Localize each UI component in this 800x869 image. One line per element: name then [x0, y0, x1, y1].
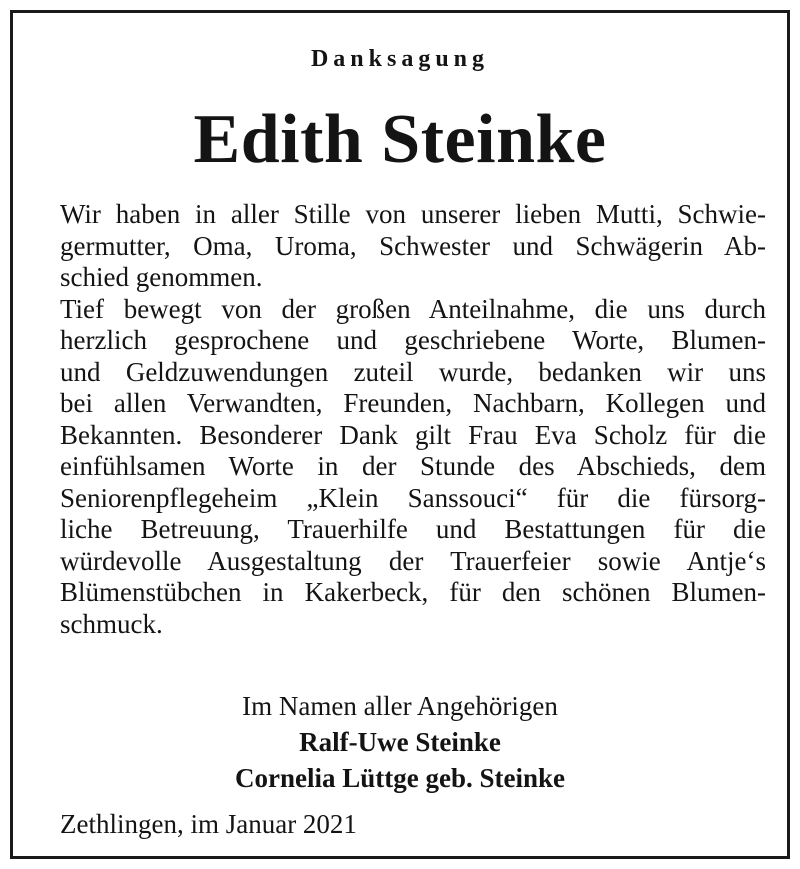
body-line: schied genommen.	[60, 262, 263, 292]
signatory-name: Ralf-Uwe Steinke	[299, 727, 501, 757]
signature-block	[13, 688, 787, 796]
body-line: Bekannten. Besonderer Dank gilt Frau Eva Scholz für die	[60, 419, 766, 450]
body-line: schmuck.	[60, 608, 163, 639]
deceased-name: Edith Steinke	[193, 101, 607, 178]
body-line: Wir haben in aller Stille von unserer lieben Mutti, Schwie-	[60, 199, 766, 229]
body-line: und Geldzuwendungen zuteil wurde, bedanken wir uns	[60, 356, 766, 387]
body-line: Tief bewegt von der großen Anteilnahme, die uns durch	[60, 293, 766, 324]
signature-intro: Im Namen aller Angehörigen	[242, 691, 558, 721]
body-line: einfühlsamen Worte in der Stunde des Abschieds, dem	[60, 451, 766, 481]
body-line: würdevolle Ausgestaltung der Trauerfeier sowie Antje‘s	[60, 545, 766, 576]
body-line: herzlich gesprochene und geschriebene Worte, Blumen-	[60, 325, 766, 355]
body-line: Seniorenpflegeheim „Klein Sanssouci“ für die fürsorg-	[60, 482, 766, 513]
notice-frame	[10, 10, 790, 859]
body-line: germutter, Oma, Uroma, Schwester und Schwägerin Ab-	[60, 230, 766, 261]
body-line: Blümenstübchen in Kakerbeck, für den schönen Blumen-	[60, 577, 766, 607]
notice-body	[60, 199, 766, 640]
notice-heading: Danksagung	[310, 46, 490, 72]
body-line: bei allen Verwandten, Freunden, Nachbarn, Kollegen und	[60, 388, 766, 418]
place-date: Zethlingen, im Januar 2021	[60, 809, 357, 839]
body-line: liche Betreuung, Trauerhilfe und Bestattungen für die	[60, 514, 766, 544]
signatory-name: Cornelia Lüttge geb. Steinke	[235, 763, 565, 793]
